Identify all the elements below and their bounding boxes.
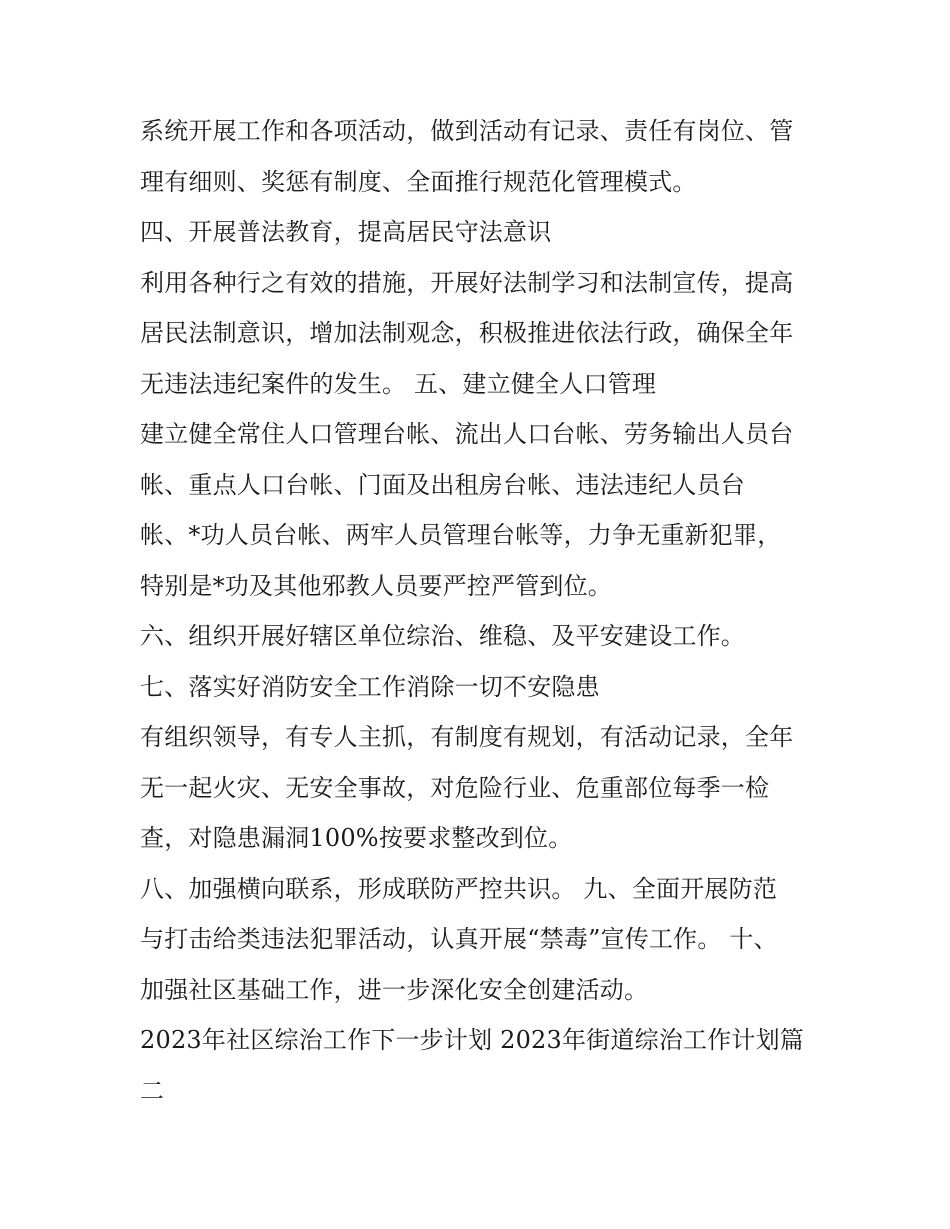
text-line: 建立健全常住人口管理台帐、流出人口台帐、劳务输出人员台 [140,420,794,448]
text-line: 无一起火灾、无安全事故，对危险行业、危重部位每季一检 [140,773,770,802]
section-heading: 六、组织开展好辖区单位综治、维稳、及平安建设工作。 [140,622,745,650]
text-line: 利用各种行之有效的措施，开展好法制学习和法制宣传，提高 [140,268,794,297]
section-heading: 四、开展普法教育，提高居民守法意识 [140,218,552,246]
text-line: 特别是*功及其他邪教人员要严控严管到位。 [140,571,612,600]
text-line: 与打击给类违法犯罪活动，认真开展“禁毒”宣传工作。 十、 [140,925,778,953]
text-line: 理有细则、奖惩有制度、全面推行规范化管理模式。 [140,167,697,196]
text-line: 居民法制意识，增加法制观念，积极推进依法行政，确保全年 [140,319,794,347]
text-line: 2023年社区综治工作下一步计划 2023年街道综治工作计划篇 [140,1026,804,1054]
text-line: 系统开展工作和各项活动，做到活动有记录、责任有岗位、管 [140,117,794,145]
text-line: 加强社区基础工作，进一步深化安全创建活动。 [140,975,649,1004]
text-line: 帐、*功人员台帐、两牢人员管理台帐等，力争无重新犯罪， [140,521,782,549]
section-heading: 七、落实好消防安全工作消除一切不安隐患 [140,672,600,701]
text-line: 无违法违纪案件的发生。 五、建立健全人口管理 [140,369,657,398]
text-line: 帐、重点人口台帐、门面及出租房台帐、违法违纪人员台 [140,470,745,499]
text-line: 八、加强横向联系，形成联防严控共识。 九、全面开展防范 [140,874,778,903]
text-line: 有组织领导，有专人主抓，有制度有规划，有活动记录，全年 [140,723,794,751]
text-line: 查，对隐患漏洞100%按要求整改到位。 [140,824,573,852]
document-body [140,106,820,1116]
text-line: 二 [140,1076,165,1105]
